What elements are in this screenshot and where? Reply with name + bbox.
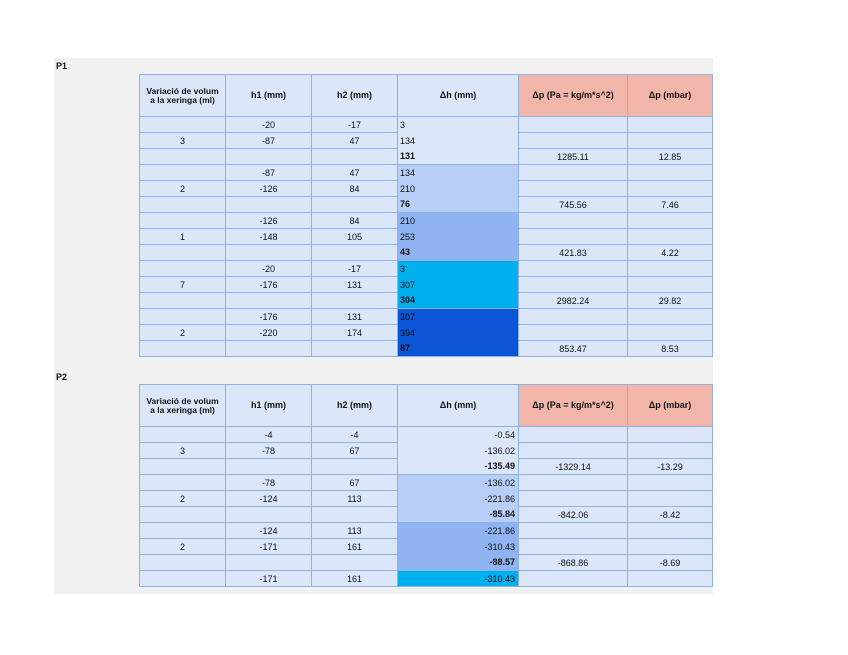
cell-h2 (312, 341, 398, 357)
cell-dh-result: -88.57 (398, 555, 519, 571)
cell-variacio (140, 475, 226, 491)
cell-dp-pa (519, 277, 628, 293)
cell-dp-mbar: -8.69 (628, 555, 713, 571)
cell-dp-pa: 745.56 (519, 197, 628, 213)
cell-dp-pa (519, 571, 628, 587)
table-row (140, 325, 713, 341)
cell-h2: 67 (312, 475, 398, 491)
cell-dp-pa (519, 133, 628, 149)
cell-h1 (226, 341, 312, 357)
cell-dh: 394 (398, 325, 519, 341)
header-variacio: Variació de volum a la xeringa (ml) (140, 75, 226, 117)
cell-h2: 161 (312, 539, 398, 555)
cell-dp-pa: -842.06 (519, 507, 628, 523)
cell-h2: 47 (312, 165, 398, 181)
cell-variacio (140, 197, 226, 213)
table-row (140, 133, 713, 149)
table-row (140, 491, 713, 507)
cell-variacio: 7 (140, 277, 226, 293)
cell-h1: -176 (226, 277, 312, 293)
cell-dp-mbar (628, 133, 713, 149)
cell-variacio: 2 (140, 181, 226, 197)
cell-dp-pa (519, 443, 628, 459)
cell-dp-pa (519, 427, 628, 443)
cell-dh-result: 43 (398, 245, 519, 261)
cell-h1: -87 (226, 165, 312, 181)
cell-variacio (140, 341, 226, 357)
header-variacio: Variació de volum a la xeringa (ml) (140, 385, 226, 427)
cell-dp-pa: 1285.11 (519, 149, 628, 165)
cell-h2 (312, 555, 398, 571)
cell-variacio (140, 245, 226, 261)
cell-dh: -221.86 (398, 523, 519, 539)
cell-dp-pa: 2982.24 (519, 293, 628, 309)
cell-variacio (140, 309, 226, 325)
cell-dh-result: 131 (398, 149, 519, 165)
section-label-p1: P1 (56, 61, 68, 71)
cell-dp-mbar (628, 443, 713, 459)
cell-dh: 3 (398, 117, 519, 133)
cell-h2: 131 (312, 309, 398, 325)
cell-variacio: 3 (140, 133, 226, 149)
header-h2: h2 (mm) (312, 385, 398, 427)
cell-dh: -136.02 (398, 475, 519, 491)
table-row (140, 427, 713, 443)
cell-dp-pa: -868.86 (519, 555, 628, 571)
cell-h2 (312, 293, 398, 309)
cell-variacio (140, 507, 226, 523)
header-row (140, 75, 713, 117)
cell-variacio (140, 555, 226, 571)
table-row (140, 213, 713, 229)
cell-h2: 84 (312, 181, 398, 197)
cell-dh: 307 (398, 309, 519, 325)
cell-dh-result: 76 (398, 197, 519, 213)
cell-h1 (226, 245, 312, 261)
header-h1: h1 (mm) (226, 385, 312, 427)
cell-dp-mbar: -8.42 (628, 507, 713, 523)
cell-dp-pa (519, 213, 628, 229)
cell-variacio: 2 (140, 491, 226, 507)
table-row (140, 229, 713, 245)
header-dh: Δh (mm) (398, 385, 519, 427)
cell-dp-pa: 853.47 (519, 341, 628, 357)
cell-h2 (312, 245, 398, 261)
cell-h2 (312, 149, 398, 165)
cell-h2: 84 (312, 213, 398, 229)
cell-dp-pa (519, 181, 628, 197)
cell-h2: 174 (312, 325, 398, 341)
cell-dp-mbar (628, 277, 713, 293)
cell-dp-pa: -1329.14 (519, 459, 628, 475)
table-row (140, 245, 713, 261)
table-p1 (139, 74, 713, 357)
cell-dh: 253 (398, 229, 519, 245)
cell-dh: -136.02 (398, 443, 519, 459)
cell-h1: -78 (226, 443, 312, 459)
cell-dp-mbar (628, 165, 713, 181)
cell-dp-pa (519, 229, 628, 245)
cell-dh: -310.43 (398, 571, 519, 587)
cell-dp-mbar: 29.82 (628, 293, 713, 309)
section-label-p2: P2 (56, 372, 68, 382)
cell-h1: -87 (226, 133, 312, 149)
cell-dh-result: -135.49 (398, 459, 519, 475)
table-row (140, 197, 713, 213)
cell-h2: 113 (312, 523, 398, 539)
cell-variacio (140, 427, 226, 443)
cell-h1 (226, 555, 312, 571)
cell-dp-pa (519, 539, 628, 555)
cell-h2: -4 (312, 427, 398, 443)
table-row (140, 261, 713, 277)
cell-dp-mbar (628, 309, 713, 325)
cell-h2 (312, 459, 398, 475)
cell-dp-mbar (628, 261, 713, 277)
table-row (140, 523, 713, 539)
header-dp-mbar: Δp (mbar) (628, 385, 713, 427)
cell-dp-mbar: 7.46 (628, 197, 713, 213)
cell-variacio (140, 459, 226, 475)
cell-h2: -17 (312, 117, 398, 133)
table-row (140, 555, 713, 571)
cell-dp-mbar (628, 117, 713, 133)
cell-h2: 131 (312, 277, 398, 293)
cell-h2 (312, 197, 398, 213)
cell-dp-pa (519, 165, 628, 181)
cell-dp-pa (519, 261, 628, 277)
cell-h1 (226, 459, 312, 475)
cell-dp-mbar (628, 229, 713, 245)
cell-h2: 161 (312, 571, 398, 587)
table-row (140, 341, 713, 357)
cell-dp-pa (519, 325, 628, 341)
header-h2: h2 (mm) (312, 75, 398, 117)
cell-dp-mbar: -13.29 (628, 459, 713, 475)
cell-h1: -126 (226, 213, 312, 229)
cell-h1 (226, 293, 312, 309)
cell-dh: 3 (398, 261, 519, 277)
table-row (140, 117, 713, 133)
table-row (140, 507, 713, 523)
table-row (140, 277, 713, 293)
cell-h1 (226, 197, 312, 213)
cell-h1 (226, 507, 312, 523)
cell-dh: 134 (398, 165, 519, 181)
cell-variacio: 1 (140, 229, 226, 245)
header-dh: Δh (mm) (398, 75, 519, 117)
cell-dp-mbar (628, 539, 713, 555)
table-row (140, 459, 713, 475)
cell-variacio: 3 (140, 443, 226, 459)
cell-h1: -126 (226, 181, 312, 197)
cell-dp-pa: 421.83 (519, 245, 628, 261)
cell-dh: -0.54 (398, 427, 519, 443)
table-row (140, 181, 713, 197)
cell-h2: 67 (312, 443, 398, 459)
cell-dh: 134 (398, 133, 519, 149)
cell-dh: -221.86 (398, 491, 519, 507)
header-dp-pa: Δp (Pa = kg/m*s^2) (519, 385, 628, 427)
table-p2 (139, 384, 713, 587)
cell-h1: -176 (226, 309, 312, 325)
cell-dh: 210 (398, 213, 519, 229)
cell-dp-pa (519, 475, 628, 491)
cell-h1 (226, 149, 312, 165)
cell-h1: -148 (226, 229, 312, 245)
cell-h1: -124 (226, 523, 312, 539)
cell-dp-mbar: 8.53 (628, 341, 713, 357)
table-row (140, 165, 713, 181)
cell-h2: -17 (312, 261, 398, 277)
table-row (140, 293, 713, 309)
cell-h1: -20 (226, 261, 312, 277)
cell-dp-mbar (628, 181, 713, 197)
cell-variacio (140, 213, 226, 229)
cell-dp-mbar (628, 325, 713, 341)
cell-dp-pa (519, 117, 628, 133)
cell-dh-result: 304 (398, 293, 519, 309)
table-row (140, 571, 713, 587)
cell-variacio: 2 (140, 539, 226, 555)
cell-h1: -220 (226, 325, 312, 341)
cell-dp-mbar (628, 427, 713, 443)
cell-h2: 105 (312, 229, 398, 245)
cell-dp-mbar (628, 571, 713, 587)
header-h1: h1 (mm) (226, 75, 312, 117)
cell-h1: -4 (226, 427, 312, 443)
cell-variacio (140, 149, 226, 165)
cell-h1: -78 (226, 475, 312, 491)
cell-variacio (140, 293, 226, 309)
cell-h2: 47 (312, 133, 398, 149)
cell-dp-mbar: 12.85 (628, 149, 713, 165)
header-dp-pa: Δp (Pa = kg/m*s^2) (519, 75, 628, 117)
table-row (140, 309, 713, 325)
cell-dp-mbar (628, 213, 713, 229)
cell-dp-mbar (628, 523, 713, 539)
cell-h1: -124 (226, 491, 312, 507)
cell-dp-pa (519, 491, 628, 507)
cell-dh: 210 (398, 181, 519, 197)
cell-dp-pa (519, 309, 628, 325)
table-row (140, 475, 713, 491)
cell-h1: -20 (226, 117, 312, 133)
header-dp-mbar: Δp (mbar) (628, 75, 713, 117)
header-row (140, 385, 713, 427)
cell-variacio (140, 523, 226, 539)
cell-dp-mbar (628, 475, 713, 491)
cell-dh: -310.43 (398, 539, 519, 555)
cell-dh: 307 (398, 277, 519, 293)
cell-h2: 113 (312, 491, 398, 507)
cell-dh-result: -85.84 (398, 507, 519, 523)
cell-h1: -171 (226, 539, 312, 555)
cell-dh-result: 87 (398, 341, 519, 357)
cell-variacio (140, 117, 226, 133)
cell-h1: -171 (226, 571, 312, 587)
cell-dp-mbar (628, 491, 713, 507)
table-row (140, 149, 713, 165)
cell-variacio (140, 165, 226, 181)
cell-dp-mbar: 4.22 (628, 245, 713, 261)
cell-dp-pa (519, 523, 628, 539)
cell-variacio: 2 (140, 325, 226, 341)
table-row (140, 443, 713, 459)
cell-h2 (312, 507, 398, 523)
cell-variacio (140, 261, 226, 277)
table-row (140, 539, 713, 555)
cell-variacio (140, 571, 226, 587)
